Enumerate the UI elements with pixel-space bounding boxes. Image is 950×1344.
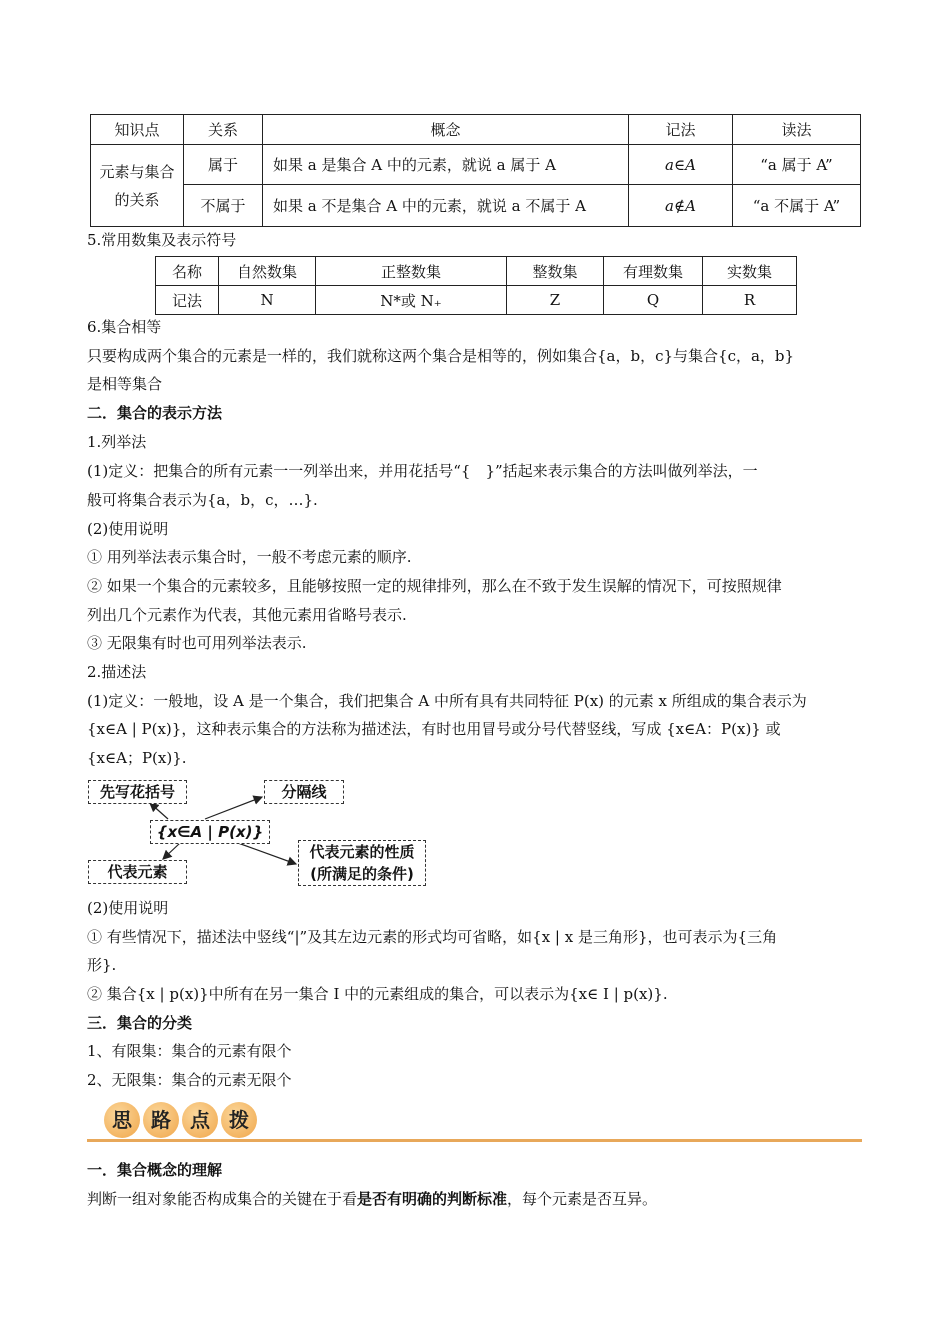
group-label: 元素与集合的关系 xyxy=(91,145,184,227)
listing-usage-1: ① 用列举法表示集合时，一般不考虑元素的顺序. xyxy=(87,548,412,566)
concept-not-belongs: 如果 a 不是集合 A 中的元素，就说 a 不属于 A xyxy=(263,185,629,227)
heading-representation: 二．集合的表示方法 xyxy=(87,404,223,422)
diagram-braces-label: 先写花括号 xyxy=(88,780,187,804)
diagram-center-expression: {x∈A | P(x)} xyxy=(150,820,270,844)
name-label: 名称 xyxy=(156,257,219,286)
rational-set-symbol: Q xyxy=(604,286,703,315)
finite-set-line: 1、有限集：集合的元素有限个 xyxy=(87,1042,292,1060)
diagram-separator-label: 分隔线 xyxy=(264,780,344,804)
notation-not-belongs: a∉A xyxy=(629,185,733,227)
section5-title: 5.常用数集及表示符号 xyxy=(87,231,237,249)
last-paragraph-bold: 是否有明确的判断标准 xyxy=(357,1190,508,1208)
diagram-element-label: 代表元素 xyxy=(88,860,187,884)
header-concept: 概念 xyxy=(263,115,629,145)
header-notation: 记法 xyxy=(629,115,733,145)
integer-set-symbol: Z xyxy=(507,286,604,315)
heading-concept-understanding: 一．集合概念的理解 xyxy=(87,1161,223,1179)
reading-not-belongs: “a 不属于 A” xyxy=(733,185,861,227)
description-usage-2: ② 集合{x | p(x)}中所有在另一集合 I 中的元素组成的集合，可以表示为{x∈ I | p(x)}. xyxy=(87,985,668,1003)
section6-title: 6.集合相等 xyxy=(87,318,162,336)
section6-text-2: 是相等集合 xyxy=(87,375,163,393)
diagram-property-line-1: 代表元素的性质 xyxy=(309,843,415,861)
description-usage-1b: 形}. xyxy=(87,956,117,974)
listing-usage-2a: ② 如果一个集合的元素较多，且能够按照一定的规律排列，那么在不致于发生误解的情况下，可按照规律 xyxy=(87,577,782,595)
banner-char-4: 拨 xyxy=(221,1102,257,1138)
notation-belongs: a∈A xyxy=(629,145,733,185)
last-paragraph-pre: 判断一组对象能否构成集合的关键在于看 xyxy=(87,1190,358,1208)
relation-not-belongs: 不属于 xyxy=(184,185,263,227)
banner-char-2: 路 xyxy=(143,1102,179,1138)
positive-int-set-symbol: N*或 N₊ xyxy=(316,286,507,315)
concept-belongs: 如果 a 是集合 A 中的元素，就说 a 属于 A xyxy=(263,145,629,185)
integer-set-name: 整数集 xyxy=(507,257,604,286)
infinite-set-line: 2、无限集：集合的元素无限个 xyxy=(87,1071,292,1089)
listing-title: 1.列举法 xyxy=(87,433,147,451)
listing-def-1: (1)定义：把集合的所有元素一一列举出来，并用花括号“{ }”括起来表示集合的方法叫做列举法，一 xyxy=(87,462,758,480)
banner-char-1: 思 xyxy=(104,1102,140,1138)
diagram-property-line-2: (所满足的条件) xyxy=(310,865,414,883)
listing-usage-title: (2)使用说明 xyxy=(87,520,169,538)
header-reading: 读法 xyxy=(733,115,861,145)
description-def-2: {x∈A | P(x)}，这种表示集合的方法称为描述法，有时也用冒号或分号代替竖线，写成 {x∈A：P(x)} 或 xyxy=(87,720,781,738)
banner-underline xyxy=(87,1139,862,1142)
positive-int-set-name: 正整数集 xyxy=(316,257,507,286)
listing-usage-3: ③ 无限集有时也可用列举法表示. xyxy=(87,634,307,652)
description-title: 2.描述法 xyxy=(87,663,147,681)
rational-set-name: 有理数集 xyxy=(604,257,703,286)
last-paragraph-post: ，每个元素是否互异。 xyxy=(507,1190,658,1208)
natural-set-symbol: N xyxy=(219,286,316,315)
real-set-symbol: R xyxy=(703,286,797,315)
listing-def-2: 般可将集合表示为{a，b，c，…}. xyxy=(87,491,318,509)
notation-label: 记法 xyxy=(156,286,219,315)
section6-text-1: 只要构成两个集合的元素是一样的，我们就称这两个集合是相等的，例如集合{a，b，c}与集合{c，a，b} xyxy=(87,347,795,365)
description-def-3: {x∈A；P(x)}. xyxy=(87,749,187,767)
natural-set-name: 自然数集 xyxy=(219,257,316,286)
description-usage-1a: ① 有些情况下，描述法中竖线“|”及其左边元素的形式均可省略，如{x | x 是三角形}，也可表示为{三角 xyxy=(87,928,778,946)
diagram-property-label xyxy=(298,840,426,886)
header-knowledge: 知识点 xyxy=(91,115,184,145)
header-relation: 关系 xyxy=(184,115,263,145)
description-def-1: (1)定义：一般地，设 A 是一个集合，我们把集合 A 中所有具有共同特征 P(x) 的元素 x 所组成的集合表示为 xyxy=(87,692,807,710)
relation-belongs: 属于 xyxy=(184,145,263,185)
reading-belongs: “a 属于 A” xyxy=(733,145,861,185)
listing-usage-2b: 列出几个元素作为代表，其他元素用省略号表示. xyxy=(87,606,407,624)
banner-char-3: 点 xyxy=(182,1102,218,1138)
heading-classification: 三．集合的分类 xyxy=(87,1014,193,1032)
real-set-name: 实数集 xyxy=(703,257,797,286)
description-usage-title: (2)使用说明 xyxy=(87,899,169,917)
last-paragraph xyxy=(87,1189,657,1209)
